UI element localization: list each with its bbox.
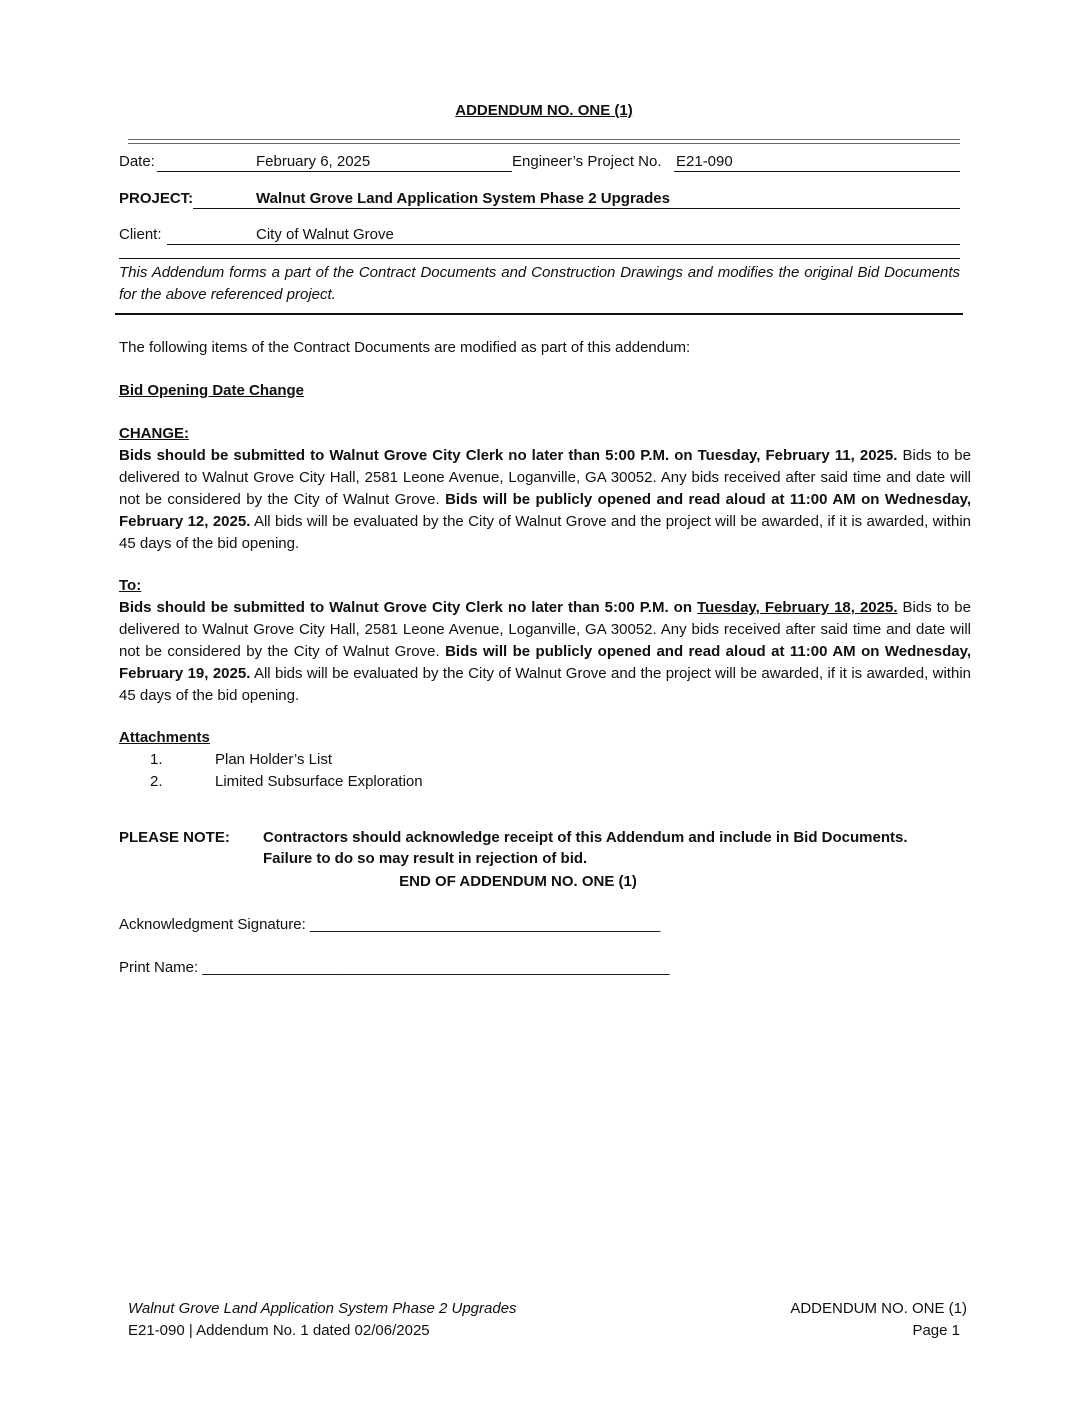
acknowledgment-signature-field[interactable] (119, 914, 660, 936)
to-delivery-text: Bids to be delivered to Walnut Grove City Hall, 2581 Leone Avenue, Loganville, GA 30052. Any bids received after said time and date will not be considered by the City of Walnut Grove. (119, 599, 971, 660)
date-label: Date: (119, 153, 155, 170)
title-double-rule (128, 139, 960, 144)
footer-page-number: Page 1 (912, 1322, 960, 1339)
footer-project-title: Walnut Grove Land Application System Phase 2 Upgrades (128, 1300, 517, 1317)
section-title: Bid Opening Date Change (119, 382, 305, 399)
attachment-item: Plan Holder’s List (215, 751, 333, 768)
document-title: ADDENDUM NO. ONE (1) (455, 102, 633, 119)
attachment-number: 2. (150, 773, 163, 790)
footer-reference: E21-090 | Addendum No. 1 dated 02/06/2025 (128, 1322, 430, 1339)
client-label: Client: (119, 226, 162, 243)
intro-bottom-rule (115, 313, 963, 315)
to-deadline: Bids should be submitted to Walnut Grove City Clerk no later than 5:00 P.M. on (119, 599, 698, 616)
print-name-label: Print Name: (119, 959, 203, 976)
client-value: City of Walnut Grove (256, 226, 394, 243)
change-paragraph (119, 445, 971, 555)
intro-top-rule (119, 258, 960, 259)
engineer-project-label: Engineer’s Project No. (512, 153, 662, 170)
print-name-line[interactable]: ________________________________________________________ (202, 959, 670, 976)
project-label: PROJECT: (119, 190, 194, 207)
attachment-number: 1. (150, 751, 163, 768)
footer-addendum: ADDENDUM NO. ONE (1) (790, 1300, 967, 1317)
to-label: To: (119, 577, 142, 594)
date-row (119, 151, 960, 173)
acknowledgment-label: Acknowledgment Signature: (119, 916, 310, 933)
to-deadline-date: Tuesday, February 18, 2025. (697, 599, 898, 616)
lead-sentence: The following items of the Contract Documents are modified as part of this addendum: (119, 339, 691, 356)
acknowledgment-line[interactable]: __________________________________________ (309, 916, 661, 933)
engineer-project-value: E21-090 (676, 153, 733, 170)
client-row (119, 224, 960, 246)
end-of-addendum: END OF ADDENDUM NO. ONE (1) (399, 873, 637, 890)
intro-paragraph: This Addendum forms a part of the Contract Documents and Construction Drawings and modifies the original Bid Documents for the above referenced project. (119, 264, 960, 303)
project-value: Walnut Grove Land Application System Phase 2 Upgrades (256, 190, 670, 207)
change-deadline: Bids should be submitted to Walnut Grove City Clerk no later than 5:00 P.M. on Tuesday, February 11, 2025. (119, 447, 898, 464)
please-note-line-2: Failure to do so may result in rejection of bid. (263, 850, 588, 867)
change-evaluation-text: All bids will be evaluated by the City of Walnut Grove and the project will be awarded, if it is awarded, within 45 days of the bid opening. (119, 513, 971, 552)
change-delivery-text: Bids to be delivered to Walnut Grove City Hall, 2581 Leone Avenue, Loganville, GA 30052. Any bids received after said time and date will not be considered by the City of Walnut Grove. (119, 447, 971, 508)
change-opening: Bids will be publicly opened and read aloud at 11:00 AM on Wednesday, February 12, 2025. (119, 491, 971, 530)
to-evaluation-text: All bids will be evaluated by the City of Walnut Grove and the project will be awarded, if it is awarded, within 45 days of the bid opening. (119, 665, 971, 704)
attachment-item: Limited Subsurface Exploration (215, 773, 423, 790)
to-opening: Bids will be publicly opened and read aloud at 11:00 AM on Wednesday, February 19, 2025. (119, 643, 971, 682)
to-paragraph (119, 597, 971, 707)
date-value: February 6, 2025 (256, 153, 371, 170)
change-label: CHANGE: (119, 425, 189, 442)
please-note-label: PLEASE NOTE: (119, 829, 230, 846)
attachments-label: Attachments (119, 729, 210, 746)
print-name-field[interactable] (119, 957, 670, 979)
please-note-line-1: Contractors should acknowledge receipt of this Addendum and include in Bid Documents. (263, 829, 908, 846)
project-row (119, 188, 960, 210)
